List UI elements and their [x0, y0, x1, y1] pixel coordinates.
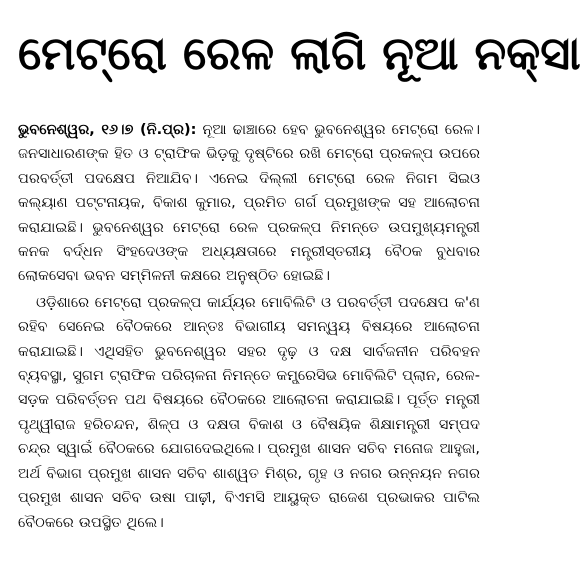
article-dateline: ଭୁବନେଶ୍ୱର, ୧୬।୭ (ନି.ପ୍ର): [18, 122, 197, 138]
article-paragraph-2: ଓଡ଼ିଶାରେ ମେଟ୍ରୋ ପ୍ରକଳ୍ପ କାର୍ଯ୍ୟର ମୋବିଲିଟି ଓ ପରବର୍ତ୍ତୀ ପଦକ୍ଷେପ କ'ଣ ରହିବ ସେନେଇ ବୈଠକରେ ଆନ୍ତଃ ବିଭାଗୀୟ ସମନ୍ୱୟ ବିଷୟରେ ଆଲୋଚନା କରାଯାଇଛି। ଏଥିସହିତ ଭୁବନେଶ୍ୱର ସହର ଦୃଢ଼ ଓ ଦକ୍ଷ ସାର୍ବଜନୀନ ପରିବହନ ବ୍ୟବସ୍ଥା, ସୁଗମ ଟ୍ରାଫିକ ପରିଚାଳନା ନିମନ୍ତେ କମ୍ପ୍ରେସିଭ ମୋବିଲିଟି ପ୍ଲାନ, ରେଳ-ସଡ଼କ ପରିବର୍ତ୍ତନ ପଥ ବିଷୟରେ ବୈଠକରେ ଆଲୋଚନା କରାଯାଇଛି। ପୂର୍ତ୍ତ ମନ୍ତ୍ରୀ ପୃଥ୍ୱୀରାଜ ହରିଚନ୍ଦନ, ଶିଳ୍ପ ଓ ଦକ୍ଷତା ବିକାଶ ଓ ବୈଷୟିକ ଶିକ୍ଷାମନ୍ତ୍ରୀ ସମ୍ପଦ ଚନ୍ଦ୍ର ସ୍ୱାଇଁ ବୈଠକରେ ଯୋଗଦେଇଥିଲେ। ପ୍ରମୁଖ ଶାସନ ସଚିବ ମନୋଜ ଆହୁଜା, ଅର୍ଥ ବିଭାଗ ପ୍ରମୁଖ ଶାସନ ସଚିବ ଶାଶ୍ୱତ ମିଶ୍ର, ଗୃହ ଓ ନଗର ଉନ୍ନୟନ ନଗର ପ୍ରମୁଖ ଶାସନ ସଚିବ ଉଷା ପାଢ଼ୀ, ବିଏମସି ଆୟୁକ୍ତ ରାଜେଶ ପ୍ରଭାକର ପାଟିଲ ବୈଠକରେ ଉପସ୍ଥିତ ଥିଲେ। [18, 294, 480, 531]
article-headline: ମେଟ୍ରୋ ରେଳ ଲାଗି ନୂଆ ନକ୍ସା [18, 26, 581, 80]
article-paragraph-1 [18, 118, 480, 289]
article-paragraph-1-text: ନୂଆ ଢାଞ୍ଚାରେ ହେବ ଭୁବନେଶ୍ୱର ମେଟ୍ରୋ ରେଳ। ଜନସାଧାରଣଙ୍କ ହିତ ଓ ଟ୍ରାଫିକ ଭିଡ଼କୁ ଦୃଷ୍ଟିରେ ରଖି ମେଟ୍ରୋ ପ୍ରକଳ୍ପ ଉପରେ ପରବର୍ତ୍ତୀ ପଦକ୍ଷେପ ନିଆଯିବ। ଏନେଇ ଦିଲ୍ଲୀ ମେଟ୍ରୋ ରେଳ ନିଗମ ସିଇଓ କଲ୍ୟାଣ ପଟ୍ଟନାୟକ, ବିକାଶ କୁମାର, ପ୍ରମିତ ଗର୍ଗ ପ୍ରମୁଖଙ୍କ ସହ ଆଲୋଚନା କରାଯାଇଛି। ଭୁବନେଶ୍ୱର ମେଟ୍ରୋ ରେଳ ପ୍ରକଳ୍ପ ନିମନ୍ତେ ଉପମୁଖ୍ୟମନ୍ତ୍ରୀ କନକ ବର୍ଦ୍ଧନ ସିଂହଦେଓଙ୍କ ଅଧ୍ୟକ୍ଷତାରେ ମନ୍ତ୍ରୀସ୍ତରୀୟ ବୈଠକ ବୁଧବାର ଲୋକସେବା ଭବନ ସମ୍ମିଳନୀ କକ୍ଷରେ ଅନୁଷ୍ଠିତ ହୋଇଛି। [18, 122, 480, 285]
